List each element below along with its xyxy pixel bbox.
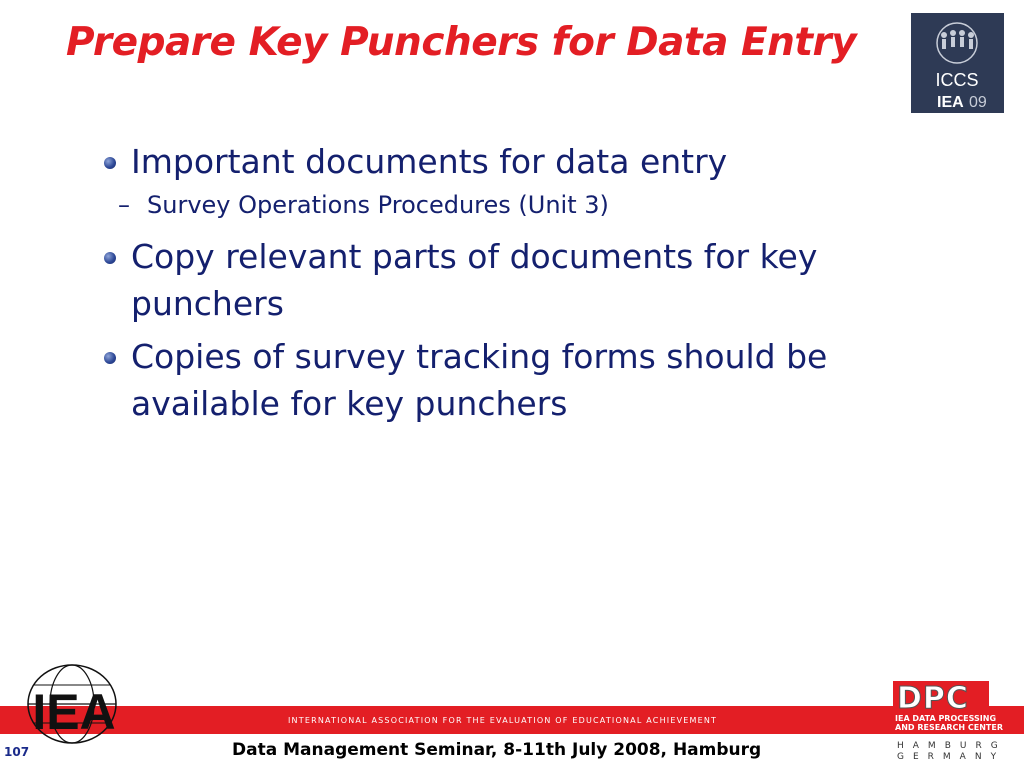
svg-text:IEA: IEA: [937, 94, 964, 111]
sub-bullet-text: Survey Operations Procedures (Unit 3): [147, 191, 609, 219]
dash-icon: –: [118, 191, 130, 219]
svg-text:09: 09: [969, 94, 987, 111]
bullet-item: [104, 333, 904, 427]
iccs-logo-text: ICCS: [935, 70, 979, 90]
bullet-icon: [104, 352, 116, 364]
dpc-logo: [893, 681, 1007, 762]
footer-text: Data Management Seminar, 8-11th July 2008, Hamburg: [232, 740, 762, 760]
dpc-line2: AND RESEARCH CENTER: [895, 723, 1003, 732]
iea-logo: [14, 663, 134, 745]
iccs-logo: [911, 13, 1004, 113]
dpc-city: HAMBURG: [897, 741, 1007, 751]
sub-bullet-item: [104, 187, 904, 223]
bullet-text: Copies of survey tracking forms should be available for key punchers: [131, 337, 828, 423]
slide-title: Prepare Key Punchers for Data Entry: [66, 20, 857, 65]
bullet-icon: [104, 157, 116, 169]
people-icon: [941, 30, 974, 49]
bullet-item: [104, 138, 904, 185]
bullet-icon: [104, 252, 116, 264]
bullet-text: Important documents for data entry: [131, 142, 728, 181]
dpc-logo-text: DPC: [897, 681, 969, 716]
bullet-list: [104, 138, 904, 433]
dpc-line1: IEA DATA PROCESSING: [895, 714, 997, 723]
bullet-text: Copy relevant parts of documents for key punchers: [131, 237, 818, 323]
iea-logo-text: IEA: [32, 684, 116, 740]
dpc-country: GERMANY: [897, 752, 1006, 762]
bullet-item: [104, 233, 904, 327]
slide-number: 107: [4, 745, 30, 759]
footer-org-banner: INTERNATIONAL ASSOCIATION FOR THE EVALUATION OF EDUCATIONAL ACHIEVEMENT: [288, 716, 718, 725]
